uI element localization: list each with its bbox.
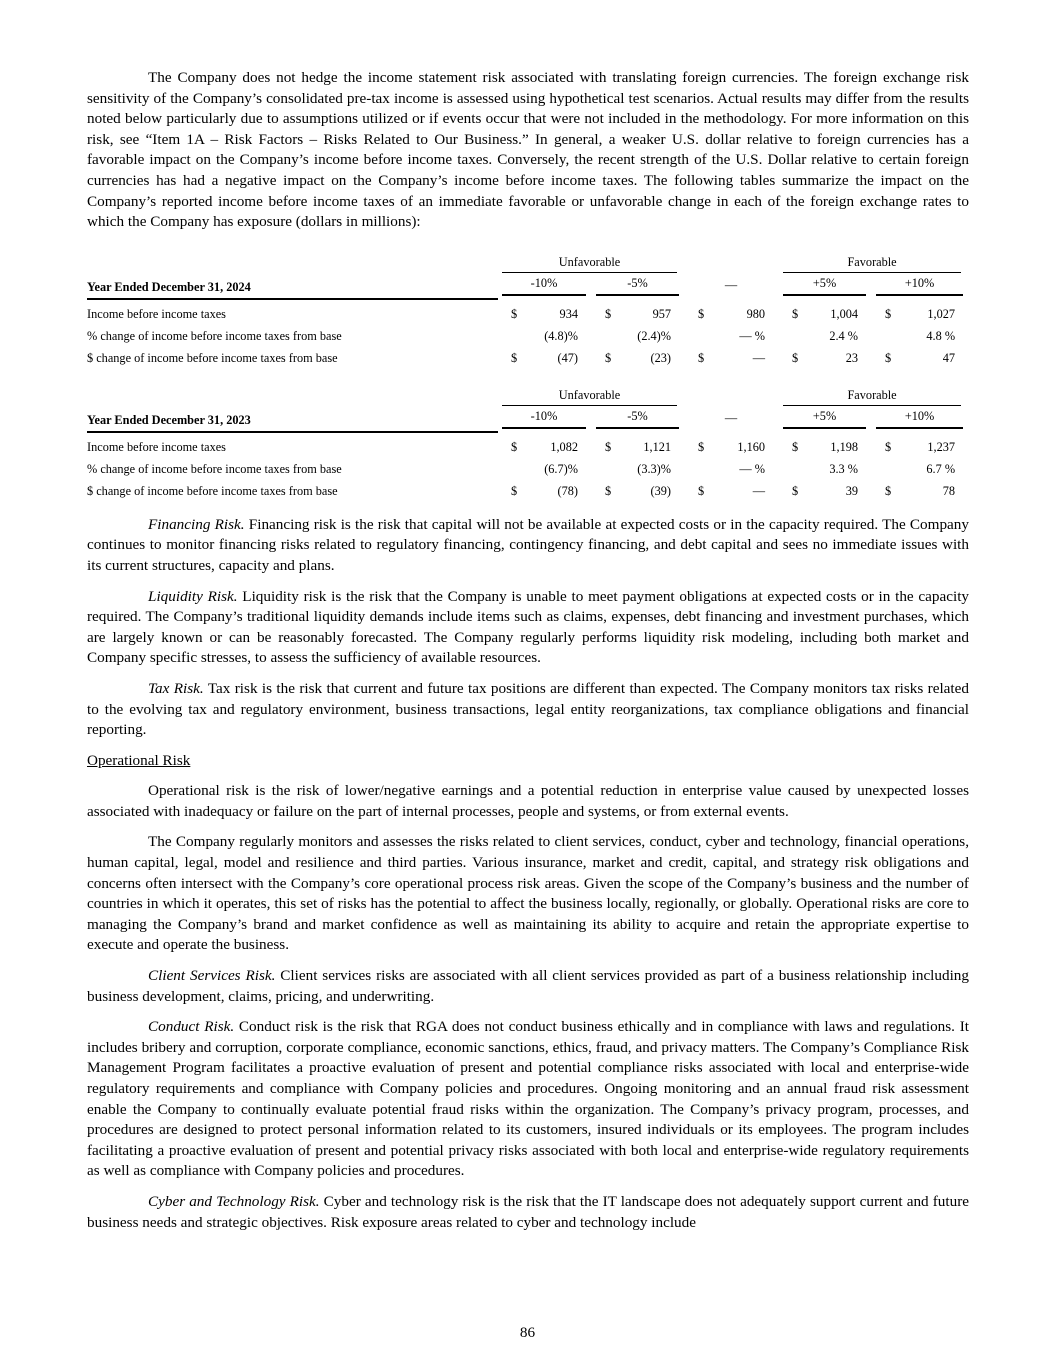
currency-sign: $ <box>698 350 705 365</box>
currency-sign: $ <box>792 439 799 454</box>
cell-value: (47) <box>557 350 578 365</box>
cell-value: 3.3 % <box>829 461 859 476</box>
cyber-technology-risk-text: Cyber and technology risk is the risk that the IT landscape does not adequately support current and future business needs and strategic objectives. Risk exposure areas related to cyber and technology include <box>87 1192 969 1231</box>
currency-sign: $ <box>885 439 892 454</box>
currency-sign: $ <box>605 483 612 498</box>
column-header: +5% <box>783 276 866 296</box>
cell-value: 2.4 % <box>829 328 859 343</box>
cell-value: (78) <box>557 483 578 498</box>
cell-value: — <box>752 350 766 365</box>
cell-value: (3.3)% <box>637 461 672 476</box>
tax-risk-lead: Tax Risk. <box>148 679 204 697</box>
operational-risk-heading: Operational Risk <box>87 751 191 769</box>
conduct-risk-paragraph <box>87 1017 969 1182</box>
currency-sign: $ <box>605 306 612 321</box>
column-header: -10% <box>502 276 586 296</box>
currency-sign: $ <box>605 439 612 454</box>
client-services-risk-lead: Client Services Risk. <box>148 967 276 985</box>
financing-risk-lead: Financing Risk. <box>148 515 245 533</box>
currency-sign <box>779 322 803 344</box>
operational-risk-paragraph-2: The Company regularly monitors and assesses the risks related to client services, conduct, cyber and technology, financial operations, human capital, legal, model and resilience and third parties. Various insurance, market and credit, capital, and strategy risk obligations and concerns often intersect with the Company’s core operational process risk areas. Given the scope of the Company’s business and the number of countries in which it operates, this set of risks has the potential to affect the business locally, regionally, or globally. Operational risks are core to managing the Company’s brand and market confidence as well as maintaining its ability to acquire and retain the appropriate expertise to execute and operate the business. <box>87 833 969 954</box>
cell-value: 6.7 % <box>926 461 956 476</box>
currency-sign: $ <box>792 306 799 321</box>
table-title: Year Ended December 31, 2024 <box>87 273 498 299</box>
cell-value: — <box>752 483 766 498</box>
cell-value: 980 <box>746 306 766 321</box>
currency-sign <box>685 322 709 344</box>
row-label: $ change of income before income taxes from base <box>87 350 338 365</box>
currency-sign <box>498 455 522 477</box>
cell-value: 1,198 <box>830 439 859 454</box>
cell-value: 1,082 <box>550 439 578 454</box>
currency-sign: $ <box>792 350 799 365</box>
favorable-group-label: Favorable <box>783 388 961 406</box>
liquidity-risk-paragraph <box>87 587 969 669</box>
table-row <box>87 477 969 499</box>
currency-sign <box>592 455 616 477</box>
unfavorable-group-label: Unfavorable <box>502 255 677 273</box>
row-label: $ change of income before income taxes from base <box>87 483 338 498</box>
client-services-risk-text: Client services risks are associated with all client services provided as part of a business relationship including business development, claims, pricing, and underwriting. <box>87 967 969 1005</box>
favorable-group-label: Favorable <box>783 255 961 273</box>
liquidity-risk-lead: Liquidity Risk. <box>148 587 238 605</box>
cell-value: (6.7)% <box>544 461 578 476</box>
currency-sign: $ <box>698 306 705 321</box>
cell-value: 1,160 <box>737 439 766 454</box>
currency-sign: $ <box>885 483 892 498</box>
column-header: -10% <box>502 409 586 429</box>
column-header: +10% <box>876 409 963 429</box>
conduct-risk-text: Conduct risk is the risk that RGA does not conduct business ethically and in compliance with laws and regulations. It includes bribery and corruption, corporate compliance, economic sanctions, ethics, fraud, and privacy matters. The Company’s Compliance Risk Management Program facilitates a proactive evaluation of present and potential compliance risks associated with local and enterprise-wide regulatory requirements and compliance with Company policies and procedures. Ongoing monitoring and an annual fraud risk assessment enable the Company to continually evaluate potential fraud risks within the organization. The Company’s privacy program, processes, and procedures are designed to protect personal information related to its customers, insured individuals or its employees. The program includes facilitating a proactive evaluation of present and potential privacy risks associated with both local and enterprise-wide regulatory requirements as well as compliance with Company policies and procedures. <box>87 1018 969 1180</box>
currency-sign: $ <box>511 439 518 454</box>
row-label: Income before income taxes <box>87 439 226 454</box>
cell-value: (4.8)% <box>544 328 578 343</box>
currency-sign: $ <box>511 350 518 365</box>
cell-value: (39) <box>650 483 672 498</box>
tax-risk-text: Tax risk is the risk that current and future tax positions are different than expected. The Company monitors tax risks related to the evolving tax and regulatory environment, business transactions, legal entity reorganizations, tax compliance obligations and financial reporting. <box>87 679 969 739</box>
row-label: % change of income before income taxes from base <box>87 461 342 476</box>
currency-sign: $ <box>885 350 892 365</box>
cyber-technology-risk-paragraph <box>87 1192 969 1233</box>
table-title: Year Ended December 31, 2023 <box>87 406 498 432</box>
currency-sign: $ <box>792 483 799 498</box>
column-header: — <box>724 277 738 292</box>
cell-value: 4.8 % <box>926 328 956 343</box>
cell-value: 1,121 <box>643 439 672 454</box>
fx-table-2024 <box>87 251 969 366</box>
operational-risk-paragraph-1: Operational risk is the risk of lower/negative earnings and a potential reduction in enterprise value caused by unexpected losses associated with inadequacy or failure on the part of internal processes, people and systems, or from external events. <box>87 782 969 820</box>
cell-value: 23 <box>845 350 859 365</box>
currency-sign <box>872 455 896 477</box>
cell-value: 934 <box>559 306 578 321</box>
column-header: +10% <box>876 276 963 296</box>
cell-value: 957 <box>652 306 672 321</box>
row-label: % change of income before income taxes from base <box>87 328 342 343</box>
cyber-technology-risk-lead: Cyber and Technology Risk. <box>148 1192 320 1210</box>
currency-sign: $ <box>511 306 518 321</box>
page-number: 86 <box>519 1324 536 1341</box>
currency-sign: $ <box>885 306 892 321</box>
column-header: — <box>724 410 738 425</box>
row-label: Income before income taxes <box>87 306 226 321</box>
column-header: -5% <box>596 276 679 296</box>
client-services-risk-paragraph <box>87 966 969 1007</box>
unfavorable-group-label: Unfavorable <box>502 388 677 406</box>
column-header: -5% <box>596 409 679 429</box>
column-header: +5% <box>783 409 866 429</box>
cell-value: 78 <box>942 483 956 498</box>
cell-value: (2.4)% <box>637 328 672 343</box>
currency-sign <box>685 455 709 477</box>
currency-sign: $ <box>698 483 705 498</box>
cell-value: 1,027 <box>927 306 956 321</box>
tax-risk-paragraph <box>87 679 969 741</box>
financing-risk-paragraph <box>87 515 969 577</box>
table-row <box>87 344 969 366</box>
currency-sign <box>498 322 522 344</box>
liquidity-risk-text: Liquidity risk is the risk that the Company is unable to meet payment obligations at expected costs or in the capacity required. The Company’s traditional liquidity demands include items such as claims, expenses, debt financing and investment purchases, which are largely known or can be reasonably forecasted. The Company regularly performs liquidity risk modeling, including both market and Company specific stresses, to assess the sufficiency of available resources. <box>87 587 970 667</box>
cell-value: — % <box>739 461 766 476</box>
cell-value: — % <box>739 328 766 343</box>
document-page <box>87 68 969 1233</box>
currency-sign <box>872 322 896 344</box>
financing-risk-text: Financing risk is the risk that capital will not be available at expected costs or in the capacity required. The Company continues to monitor financing risks related to regulatory financing, contingency financing, and debt capital and sees no immediate issues with its current structures, capacity and plans. <box>87 515 969 574</box>
table-row <box>87 455 969 477</box>
fx-table-2023 <box>87 384 969 499</box>
currency-sign: $ <box>698 439 705 454</box>
table-row <box>87 432 969 455</box>
table-row <box>87 322 969 344</box>
cell-value: 39 <box>845 483 859 498</box>
currency-sign: $ <box>511 483 518 498</box>
intro-paragraph: The Company does not hedge the income statement risk associated with translating foreign currencies. The foreign exchange risk sensitivity of the Company’s consolidated pre-tax income is assessed using hypothetical test scenarios. Actual results may differ from the results noted below particularly due to assumptions utilized or if events occur that were not included in the methodology. For more information on this risk, see “Item 1A – Risk Factors – Risks Related to Our Business.” In general, a weaker U.S. dollar relative to foreign currencies has a favorable impact on the Company’s income before income taxes. Conversely, the recent strength of the U.S. Dollar relative to certain foreign currencies has had a negative impact on the Company’s income before income taxes. The following tables summarize the impact on the Company’s reported income before income taxes of an immediate favorable or unfavorable change in each of the foreign exchange rates to which the Company has exposure (dollars in millions): <box>87 69 969 231</box>
currency-sign: $ <box>605 350 612 365</box>
conduct-risk-lead: Conduct Risk. <box>148 1018 235 1036</box>
currency-sign <box>592 322 616 344</box>
table-row <box>87 299 969 322</box>
cell-value: (23) <box>650 350 672 365</box>
currency-sign <box>779 455 803 477</box>
cell-value: 47 <box>942 350 956 365</box>
cell-value: 1,004 <box>830 306 859 321</box>
cell-value: 1,237 <box>927 439 956 454</box>
